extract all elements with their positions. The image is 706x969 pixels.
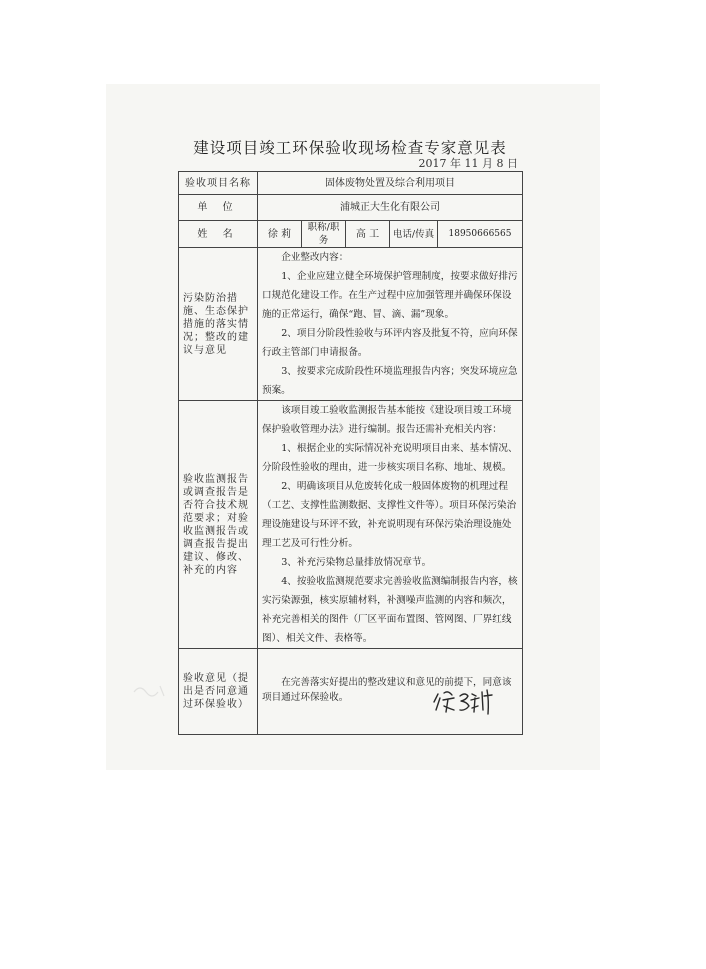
phone-label: 电话/传真 bbox=[390, 221, 438, 248]
row-pollution bbox=[179, 248, 523, 401]
report-review-label: 验收监测报告或调查报告是否符合技术规范要求；对验收监测报告或调查报告提出建议、修改、补充的内容 bbox=[179, 401, 258, 649]
bleed-through-mark bbox=[130, 680, 170, 700]
name-value: 徐 莉 bbox=[258, 221, 302, 248]
row-report bbox=[179, 401, 523, 649]
pollution-paragraph: 3、按要求完成阶段性环境监理报告内容；突发环境应急预案。 bbox=[262, 366, 518, 396]
pollution-paragraph: 企业整改内容： bbox=[281, 252, 349, 263]
handwritten-signature bbox=[432, 686, 502, 718]
pollution-measures-content bbox=[258, 248, 523, 401]
title-value: 高 工 bbox=[346, 221, 390, 248]
phone-value: 18950666565 bbox=[438, 221, 523, 248]
pollution-paragraph: 1、企业应建立健全环境保护管理制度，按要求做好排污口规范化建设工作。在生产过程中应加强管理并确保环保设施的正常运行，确保“跑、冒、滴、漏”现象。 bbox=[262, 271, 518, 320]
pollution-paragraph: 2、项目分阶段性验收与环评内容及批复不符，应向环保行政主管部门申请报备。 bbox=[262, 328, 518, 358]
report-paragraph: 1、根据企业的实际情况补充说明项目由来、基本情况、分阶段性验收的理由，进一步核实项目名称、地址、规模。 bbox=[262, 443, 518, 473]
row-person bbox=[179, 221, 523, 248]
opinion-text: 在完善落实好提出的整改建议和意见的前提下，同意该项目通过环保验收。 bbox=[262, 677, 512, 703]
project-name-label: 验收项目名称 bbox=[179, 172, 258, 195]
report-paragraph: 4、按验收监测规范要求完善验收监测编制报告内容，核实污染源强，核实原辅材料，补测噪声监测的内容和频次，补充完善相关的图件（厂区平面布置图、管网图、厂界红线图）、相关文件、表格等。 bbox=[262, 576, 518, 644]
title-label: 职称/职务 bbox=[302, 221, 346, 248]
row-project bbox=[179, 172, 523, 195]
report-paragraph: 2、明确该项目从危废转化成一般固体废物的机理过程（工艺、支撑性监测数据、支撑性文件等）。项目环保污染治理设施建设与环评不致，补充说明现有环保污染治理设施处理工艺及可行性分析。 bbox=[262, 481, 517, 549]
name-label: 姓 名 bbox=[179, 221, 258, 248]
report-paragraph: 3、补充污染物总量排放情况章节。 bbox=[281, 557, 432, 568]
acceptance-opinion-label: 验收意见（提出是否同意通过环保验收） bbox=[179, 649, 258, 735]
form-title: 建设项目竣工环保验收现场检查专家意见表 bbox=[193, 139, 507, 157]
unit-label: 单 位 bbox=[179, 195, 258, 221]
report-review-content bbox=[258, 401, 523, 649]
project-name-value: 固体废物处置及综合利用项目 bbox=[258, 172, 523, 195]
row-unit bbox=[179, 195, 523, 221]
opinion-form-table bbox=[178, 171, 523, 735]
pollution-measures-label: 污染防治措施、生态保护措施的落实情况；整改的建议与意见 bbox=[179, 248, 258, 401]
report-paragraph: 该项目竣工验收监测报告基本能按《建设项目竣工环境保护验收管理办法》进行编制。报告还需补充相关内容： bbox=[262, 405, 512, 435]
form-date: 2017 年 11 月 8 日 bbox=[418, 157, 518, 170]
unit-value: 浦城正大生化有限公司 bbox=[258, 195, 523, 221]
